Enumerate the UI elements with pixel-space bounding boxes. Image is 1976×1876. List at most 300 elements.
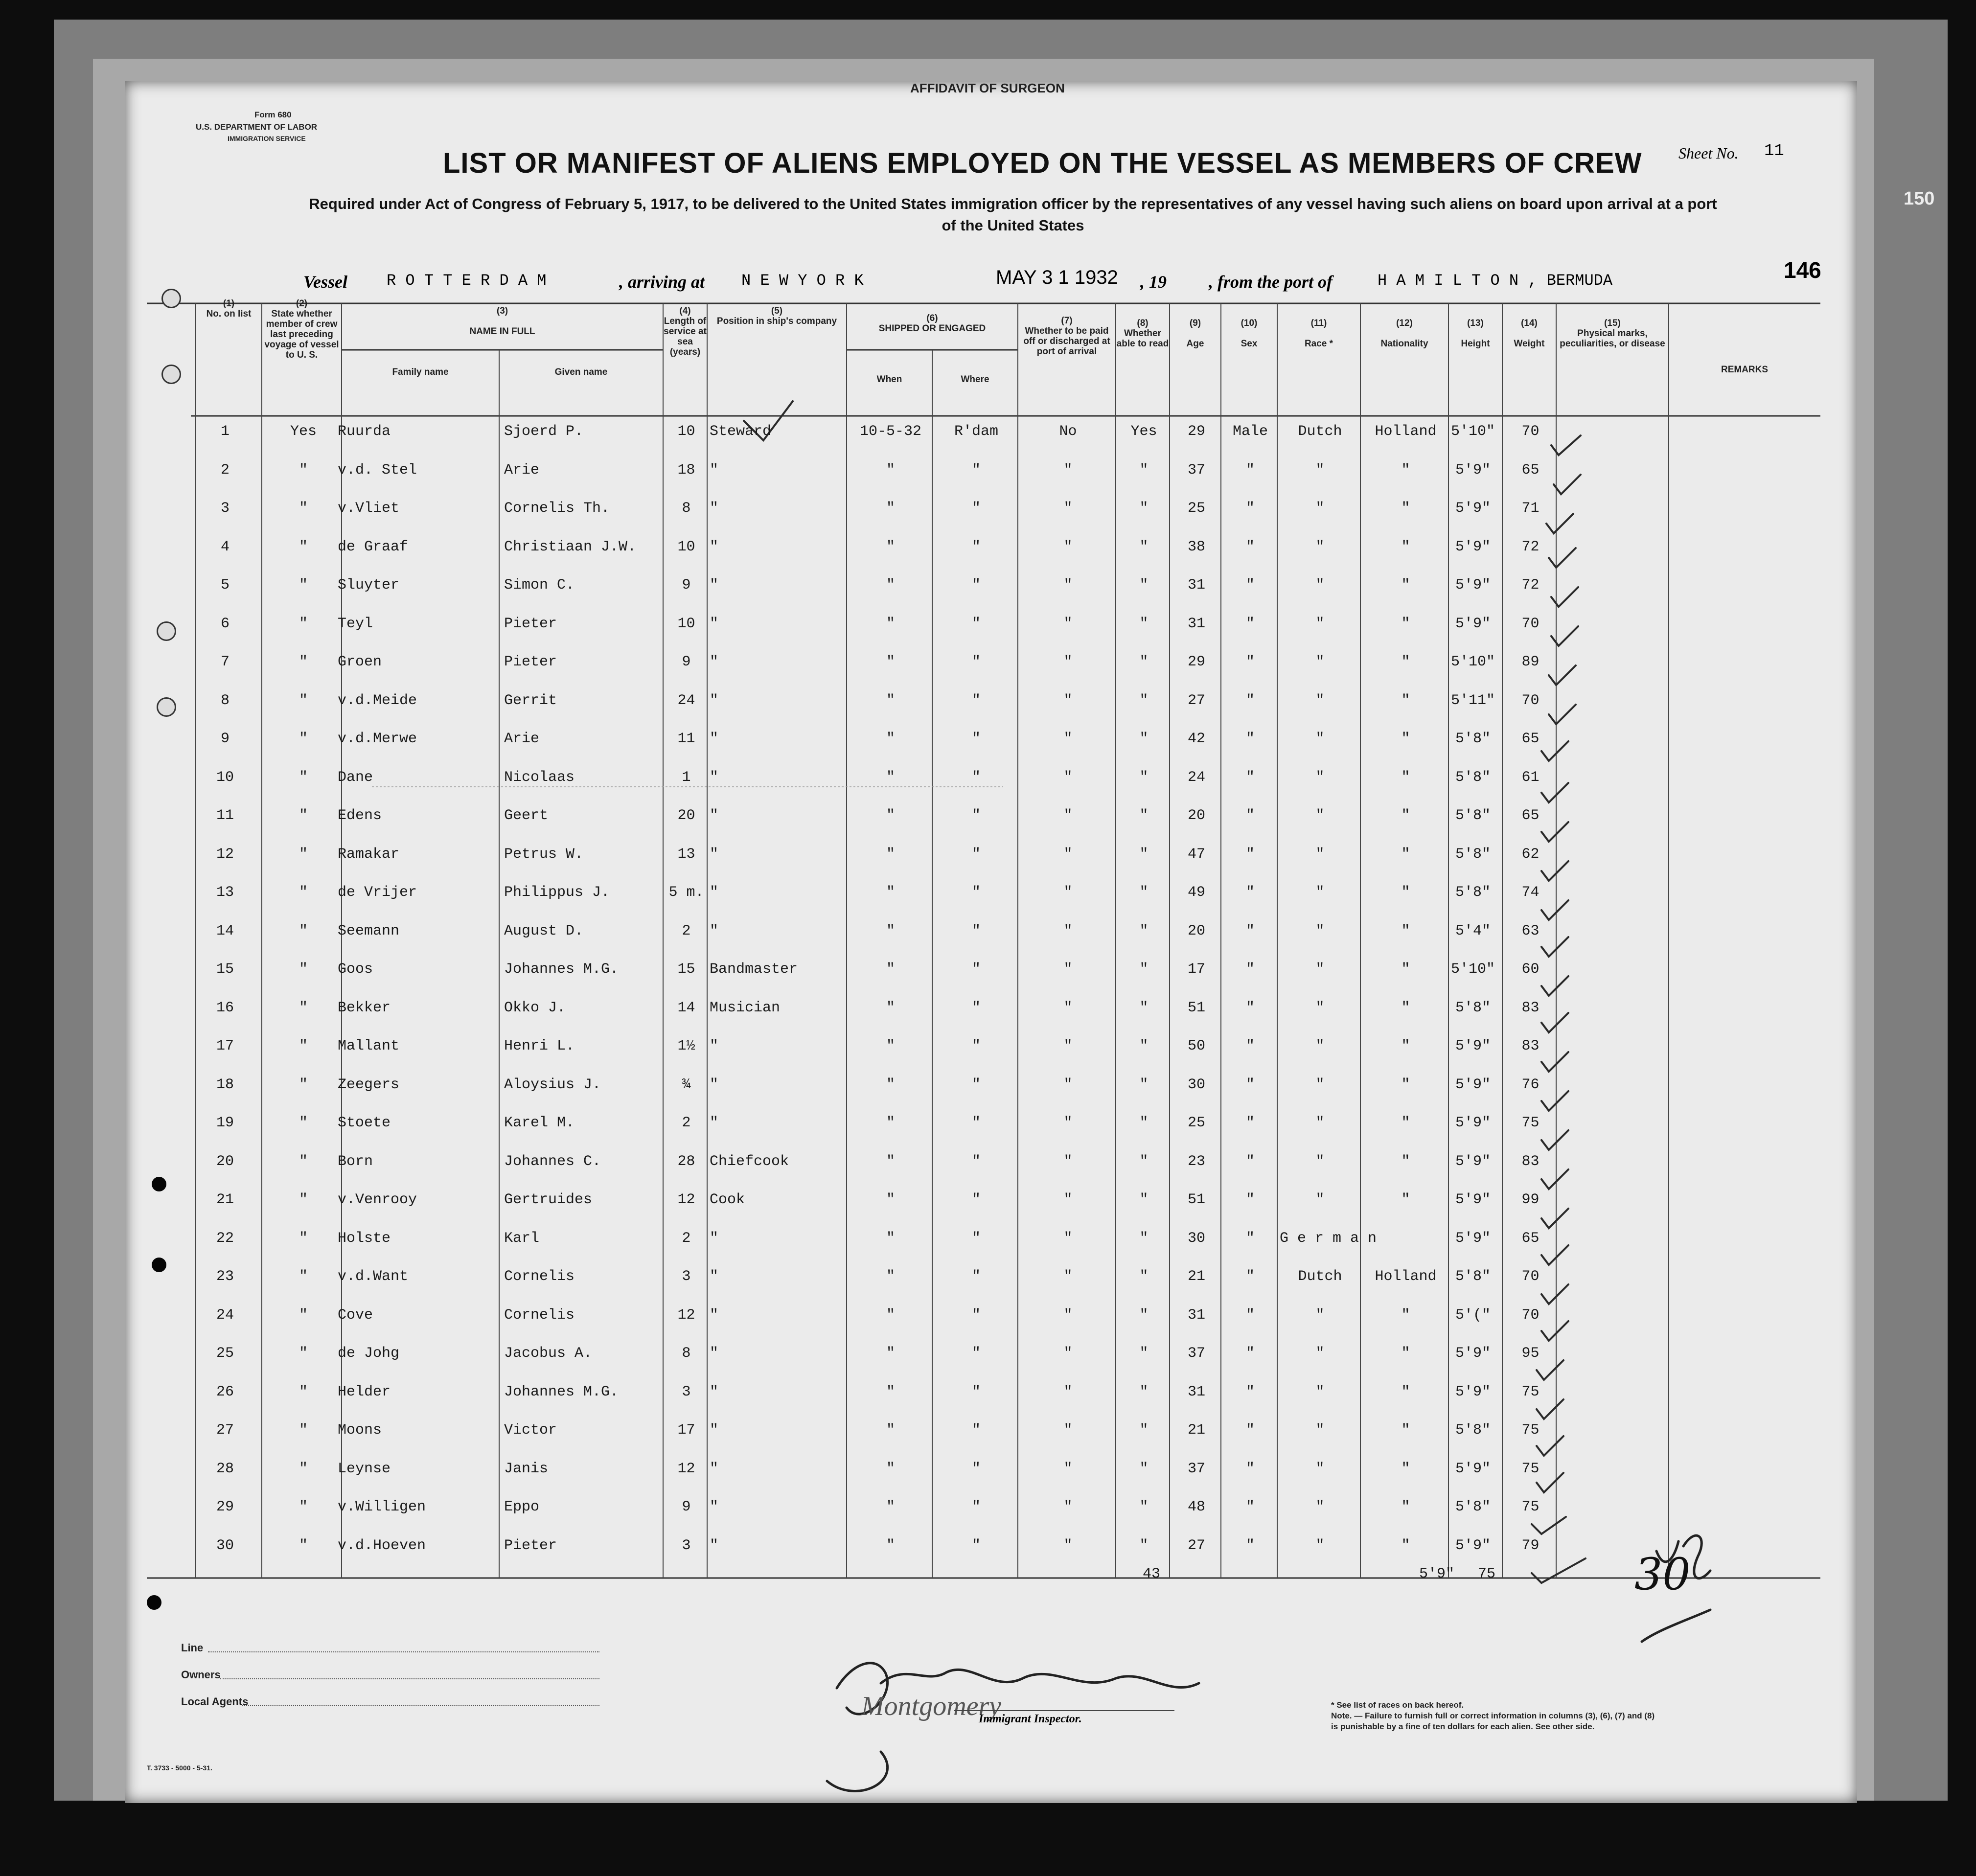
- shipped-where-cell: ": [971, 922, 981, 939]
- sex-cell: ": [1245, 538, 1255, 555]
- race-cell: ": [1315, 1076, 1325, 1093]
- previous-voyage-cell: ": [299, 961, 308, 978]
- paid-off-cell: ": [1063, 999, 1073, 1016]
- shipped-where-cell: ": [971, 846, 981, 863]
- position-cell: ": [710, 1268, 719, 1285]
- weight-cell: 76: [1521, 1076, 1539, 1093]
- race-cell: ": [1315, 769, 1325, 786]
- col-3-header: (3) NAME IN FULL: [469, 306, 535, 337]
- family-name-cell: Mallant: [338, 1038, 400, 1054]
- position-cell: ": [710, 1306, 719, 1324]
- family-name-cell: v.d.Meide: [338, 692, 417, 709]
- given-name-cell: Karl: [504, 1230, 540, 1247]
- position-cell: Musician: [710, 999, 781, 1016]
- shipped-where-cell: ": [971, 692, 981, 709]
- col-7-header: (7) Whether to be paid off or discharged at port of arrival: [1023, 316, 1110, 357]
- height-cell: 5'9": [1455, 1191, 1491, 1208]
- height-cell: 5'9": [1455, 1383, 1491, 1400]
- row-number-cell: 18: [216, 1076, 234, 1093]
- age-cell: 27: [1187, 692, 1205, 709]
- previous-voyage-cell: ": [299, 1422, 308, 1439]
- previous-voyage-cell: ": [299, 884, 308, 901]
- height-cell: 5'8": [1455, 731, 1491, 747]
- shipped-where-cell: ": [971, 1383, 981, 1400]
- position-cell: ": [710, 500, 719, 517]
- service-years-cell: 1½: [677, 1038, 695, 1054]
- service-years-cell: 3: [682, 1537, 691, 1554]
- height-cell: 5'9": [1455, 1038, 1491, 1054]
- age-cell: 31: [1187, 1383, 1205, 1400]
- previous-voyage-cell: ": [299, 692, 308, 709]
- paid-off-cell: ": [1063, 922, 1073, 939]
- shipped-where-cell: ": [971, 1268, 981, 1285]
- position-cell: ": [710, 577, 719, 594]
- family-name-cell: v.d. Stel: [338, 461, 417, 479]
- given-name-cell: Simon C.: [504, 577, 575, 594]
- affidavit-label: AFFIDAVIT OF SURGEON: [910, 81, 1065, 95]
- col-remarks-header: REMARKS: [1721, 365, 1769, 375]
- given-name-cell: Pieter: [504, 654, 557, 670]
- footer-agents-field: [242, 1705, 599, 1706]
- service-years-cell: 28: [677, 1153, 695, 1170]
- shipped-when-cell: 10-5-32: [859, 423, 922, 440]
- shipped-when-cell: ": [886, 884, 895, 901]
- service-years-cell: 9: [682, 577, 691, 594]
- department-label: U.S. DEPARTMENT OF LABOR: [196, 122, 318, 132]
- race-cell: Dutch: [1298, 423, 1342, 440]
- given-name-cell: August D.: [504, 922, 584, 939]
- race-cell: ": [1315, 1422, 1325, 1439]
- sex-cell: ": [1245, 1537, 1255, 1554]
- arriving-port: N E W Y O R K: [741, 272, 864, 290]
- age-cell: 49: [1187, 884, 1205, 901]
- row-number-cell: 19: [216, 1115, 234, 1131]
- family-name-cell: Helder: [338, 1383, 391, 1400]
- position-cell: ": [710, 846, 719, 863]
- given-name-cell: Petrus W.: [504, 846, 584, 863]
- height-cell: 5'9": [1455, 1115, 1491, 1131]
- paid-off-cell: ": [1063, 1115, 1073, 1131]
- previous-voyage-cell: ": [299, 577, 308, 594]
- given-name-cell: Cornelis: [504, 1306, 575, 1324]
- extra-height: 5'9": [1419, 1566, 1455, 1582]
- paid-off-cell: No: [1059, 423, 1077, 440]
- page-title: LIST OR MANIFEST OF ALIENS EMPLOYED ON THE VESSEL AS MEMBERS OF CREW: [443, 147, 1642, 179]
- service-years-cell: 8: [682, 500, 691, 517]
- given-name-cell: Karel M.: [504, 1115, 575, 1131]
- age-cell: 23: [1187, 1153, 1205, 1170]
- vessel-name: R O T T E R D A M: [387, 272, 547, 290]
- able-to-read-cell: ": [1139, 1499, 1149, 1515]
- shipped-when-cell: ": [886, 731, 895, 747]
- race-cell: ": [1315, 577, 1325, 594]
- shipped-where-cell: ": [971, 461, 981, 479]
- shipped-where-cell: ": [971, 807, 981, 824]
- shipped-when-cell: ": [886, 1383, 895, 1400]
- race-cell: ": [1315, 1191, 1325, 1208]
- shipped-where-cell: ": [971, 1422, 981, 1439]
- row-number-cell: 21: [216, 1191, 234, 1208]
- nationality-cell: ": [1401, 1038, 1410, 1054]
- race-cell: ": [1315, 999, 1325, 1016]
- previous-voyage-cell: ": [299, 1076, 308, 1093]
- weight-cell: 70: [1521, 615, 1539, 632]
- shipped-where-cell: ": [971, 1460, 981, 1477]
- height-cell: 5'9": [1455, 500, 1491, 517]
- service-years-cell: 14: [677, 999, 695, 1016]
- sex-cell: ": [1245, 1153, 1255, 1170]
- sex-cell: ": [1245, 884, 1255, 901]
- able-to-read-cell: ": [1139, 884, 1149, 901]
- service-years-cell: 24: [677, 692, 695, 709]
- weight-cell: 89: [1521, 654, 1539, 670]
- shipped-when-cell: ": [886, 615, 895, 632]
- age-cell: 25: [1187, 1115, 1205, 1131]
- able-to-read-cell: ": [1139, 999, 1149, 1016]
- race-cell: ": [1315, 1460, 1325, 1477]
- service-years-cell: 1: [682, 769, 691, 786]
- nationality-cell: ": [1401, 884, 1410, 901]
- footer-line-field: [208, 1651, 599, 1652]
- age-cell: 48: [1187, 1499, 1205, 1515]
- nationality-cell: ": [1401, 1076, 1410, 1093]
- previous-voyage-cell: ": [299, 1537, 308, 1554]
- position-cell: ": [710, 461, 719, 479]
- given-name-cell: Johannes C.: [504, 1153, 601, 1170]
- shipped-when-cell: ": [886, 922, 895, 939]
- shipped-when-cell: ": [886, 1422, 895, 1439]
- sex-cell: ": [1245, 1268, 1255, 1285]
- shipped-when-cell: ": [886, 999, 895, 1016]
- sex-cell: Male: [1232, 423, 1268, 440]
- row-number-cell: 2: [220, 461, 230, 479]
- col-3b-header: Given name: [554, 367, 608, 377]
- row-number-cell: 29: [216, 1499, 234, 1515]
- nationality-cell: ": [1401, 731, 1410, 747]
- height-cell: 5'8": [1455, 999, 1491, 1016]
- race-cell: G e r m a n: [1280, 1230, 1377, 1247]
- col-8-header: (8) Whether able to read: [1116, 318, 1169, 349]
- service-years-cell: 11: [677, 731, 695, 747]
- given-name-cell: Janis: [504, 1460, 549, 1477]
- nationality-cell: ": [1401, 769, 1410, 786]
- row-number-cell: 5: [220, 577, 230, 594]
- age-cell: 51: [1187, 1191, 1205, 1208]
- service-label: IMMIGRATION SERVICE: [228, 135, 306, 142]
- previous-voyage-cell: ": [299, 1038, 308, 1054]
- family-name-cell: Leynse: [338, 1460, 391, 1477]
- given-name-cell: Cornelis Th.: [504, 500, 610, 517]
- able-to-read-cell: ": [1139, 1345, 1149, 1362]
- shipped-where-cell: ": [971, 577, 981, 594]
- family-name-cell: Groen: [338, 654, 382, 670]
- weight-cell: 95: [1521, 1345, 1539, 1362]
- height-cell: 5'10": [1450, 961, 1495, 978]
- sex-cell: ": [1245, 1230, 1255, 1247]
- able-to-read-cell: Yes: [1130, 423, 1157, 440]
- shipped-where-cell: ": [971, 1191, 981, 1208]
- family-name-cell: v.d.Merwe: [338, 731, 417, 747]
- service-years-cell: 12: [677, 1460, 695, 1477]
- able-to-read-cell: ": [1139, 731, 1149, 747]
- sex-cell: ": [1245, 1499, 1255, 1515]
- able-to-read-cell: ": [1139, 1268, 1149, 1285]
- family-name-cell: Cove: [338, 1306, 373, 1324]
- paid-off-cell: ": [1063, 846, 1073, 863]
- race-cell: ": [1315, 922, 1325, 939]
- service-years-cell: 2: [682, 1115, 691, 1131]
- nationality-cell: ": [1401, 1537, 1410, 1554]
- able-to-read-cell: ": [1139, 807, 1149, 824]
- given-name-cell: Gerrit: [504, 692, 557, 709]
- height-cell: 5'8": [1455, 884, 1491, 901]
- position-cell: ": [710, 1345, 719, 1362]
- age-cell: 21: [1187, 1422, 1205, 1439]
- race-cell: ": [1315, 1038, 1325, 1054]
- weight-cell: 62: [1521, 846, 1539, 863]
- able-to-read-cell: ": [1139, 461, 1149, 479]
- family-name-cell: Goos: [338, 961, 373, 978]
- position-cell: ": [710, 1460, 719, 1477]
- punch-hole: [161, 289, 181, 308]
- paid-off-cell: ": [1063, 1153, 1073, 1170]
- row-number-cell: 26: [216, 1383, 234, 1400]
- age-cell: 30: [1187, 1230, 1205, 1247]
- col-3a-header: Family name: [392, 367, 449, 377]
- previous-voyage-cell: ": [299, 807, 308, 824]
- subtitle: [220, 193, 1806, 236]
- nationality-cell: Holland: [1375, 1268, 1437, 1285]
- paid-off-cell: ": [1063, 461, 1073, 479]
- shipped-when-cell: ": [886, 1038, 895, 1054]
- paid-off-cell: ": [1063, 807, 1073, 824]
- inspector-label: Immigrant Inspector.: [979, 1713, 1082, 1725]
- service-years-cell: 5 m.: [668, 884, 704, 901]
- shipped-where-cell: ": [971, 654, 981, 670]
- weight-cell: 63: [1521, 922, 1539, 939]
- from-port: H A M I L T O N , BERMUDA: [1378, 272, 1613, 290]
- nationality-cell: ": [1401, 692, 1410, 709]
- given-name-cell: Cornelis: [504, 1268, 575, 1285]
- row-number-cell: 23: [216, 1268, 234, 1285]
- shipped-where-cell: ": [971, 615, 981, 632]
- weight-cell: 70: [1521, 1268, 1539, 1285]
- height-cell: 5'8": [1455, 807, 1491, 824]
- weight-cell: 75: [1521, 1383, 1539, 1400]
- paid-off-cell: ": [1063, 1499, 1073, 1515]
- age-cell: 38: [1187, 538, 1205, 555]
- row-number-cell: 25: [216, 1345, 234, 1362]
- race-cell: ": [1315, 1306, 1325, 1324]
- service-years-cell: 3: [682, 1383, 691, 1400]
- previous-voyage-cell: ": [299, 461, 308, 479]
- row-number-cell: 12: [216, 846, 234, 863]
- shipped-when-cell: ": [886, 500, 895, 517]
- family-name-cell: Edens: [338, 807, 382, 824]
- shipped-where-cell: ": [971, 1038, 981, 1054]
- family-name-cell: de Vrijer: [338, 884, 417, 901]
- sheet-number: 11: [1764, 142, 1784, 160]
- nationality-cell: ": [1401, 1345, 1410, 1362]
- shipped-when-cell: ": [886, 1115, 895, 1131]
- paid-off-cell: ": [1063, 577, 1073, 594]
- race-cell: ": [1315, 461, 1325, 479]
- able-to-read-cell: ": [1139, 538, 1149, 555]
- shipped-when-cell: ": [886, 1268, 895, 1285]
- service-years-cell: 10: [677, 423, 695, 440]
- age-cell: 31: [1187, 577, 1205, 594]
- row-number-cell: 4: [220, 538, 230, 555]
- age-cell: 20: [1187, 807, 1205, 824]
- service-years-cell: 3: [682, 1268, 691, 1285]
- punch-hole: [152, 1258, 166, 1272]
- weight-cell: 61: [1521, 769, 1539, 786]
- height-cell: 5'9": [1455, 615, 1491, 632]
- family-name-cell: de Graaf: [338, 538, 409, 555]
- paid-off-cell: ": [1063, 1230, 1073, 1247]
- family-name-cell: de Johg: [338, 1345, 400, 1362]
- race-cell: ": [1315, 1499, 1325, 1515]
- able-to-read-cell: ": [1139, 961, 1149, 978]
- height-cell: 5'9": [1455, 461, 1491, 479]
- given-name-cell: Arie: [504, 731, 540, 747]
- able-to-read-cell: ": [1139, 1076, 1149, 1093]
- punch-hole: [147, 1595, 161, 1610]
- col-2-header: (2) State whether member of crew last preceding voyage of vessel to U. S.: [264, 298, 339, 360]
- previous-voyage-cell: ": [299, 846, 308, 863]
- position-cell: ": [710, 1499, 719, 1515]
- previous-voyage-cell: ": [299, 1230, 308, 1247]
- paid-off-cell: ": [1063, 692, 1073, 709]
- previous-voyage-cell: ": [299, 1191, 308, 1208]
- paid-off-cell: ": [1063, 615, 1073, 632]
- able-to-read-cell: ": [1139, 692, 1149, 709]
- shipped-when-cell: ": [886, 1153, 895, 1170]
- row-number-cell: 22: [216, 1230, 234, 1247]
- weight-cell: 83: [1521, 999, 1539, 1016]
- able-to-read-cell: ": [1139, 1306, 1149, 1324]
- punch-hole: [157, 697, 176, 717]
- given-name-cell: Okko J.: [504, 999, 566, 1016]
- height-cell: 5'9": [1455, 1345, 1491, 1362]
- height-cell: 5'9": [1455, 1537, 1491, 1554]
- paid-off-cell: ": [1063, 500, 1073, 517]
- shipped-when-cell: ": [886, 1537, 895, 1554]
- age-cell: 20: [1187, 922, 1205, 939]
- shipped-when-cell: ": [886, 1076, 895, 1093]
- service-years-cell: 12: [677, 1191, 695, 1208]
- sex-cell: ": [1245, 1306, 1255, 1324]
- height-cell: 5'8": [1455, 1268, 1491, 1285]
- previous-voyage-cell: Yes: [290, 423, 317, 440]
- height-cell: 5'9": [1455, 1230, 1491, 1247]
- given-name-cell: Sjoerd P.: [504, 423, 584, 440]
- service-years-cell: 15: [677, 961, 695, 978]
- age-cell: 37: [1187, 1460, 1205, 1477]
- position-cell: ": [710, 1115, 719, 1131]
- paid-off-cell: ": [1063, 654, 1073, 670]
- race-cell: ": [1315, 1383, 1325, 1400]
- age-cell: 37: [1187, 1345, 1205, 1362]
- position-cell: ": [710, 538, 719, 555]
- age-cell: 31: [1187, 1306, 1205, 1324]
- sex-cell: ": [1245, 615, 1255, 632]
- extra-age: 43: [1143, 1566, 1161, 1582]
- race-cell: ": [1315, 884, 1325, 901]
- age-cell: 31: [1187, 615, 1205, 632]
- family-name-cell: Ruurda: [338, 423, 391, 440]
- arrival-date: MAY 3 1 1932: [996, 267, 1118, 288]
- previous-voyage-cell: ": [299, 654, 308, 670]
- shipped-where-cell: ": [971, 1153, 981, 1170]
- position-cell: ": [710, 807, 719, 824]
- note-races: * See list of races on back hereof.: [1331, 1700, 1464, 1710]
- weight-cell: 75: [1521, 1499, 1539, 1515]
- year-label: , 19: [1140, 272, 1167, 292]
- shipped-where-cell: ": [971, 731, 981, 747]
- punch-hole: [161, 365, 181, 384]
- position-cell: ": [710, 731, 719, 747]
- given-name-cell: Nicolaas: [504, 769, 575, 786]
- family-name-cell: v.Vliet: [338, 500, 400, 517]
- given-name-cell: Christiaan J.W.: [504, 538, 637, 555]
- shipped-where-cell: ": [971, 1306, 981, 1324]
- height-cell: 5'9": [1455, 1460, 1491, 1477]
- weight-cell: 79: [1521, 1537, 1539, 1554]
- service-years-cell: 10: [677, 538, 695, 555]
- nationality-cell: ": [1401, 1191, 1410, 1208]
- weight-cell: 99: [1521, 1191, 1539, 1208]
- given-name-cell: Pieter: [504, 615, 557, 632]
- height-cell: 5'8": [1455, 846, 1491, 863]
- paid-off-cell: ": [1063, 961, 1073, 978]
- service-years-cell: 9: [682, 1499, 691, 1515]
- able-to-read-cell: ": [1139, 1038, 1149, 1054]
- paid-off-cell: ": [1063, 1268, 1073, 1285]
- nationality-cell: ": [1401, 1422, 1410, 1439]
- sex-cell: ": [1245, 1345, 1255, 1362]
- able-to-read-cell: ": [1139, 769, 1149, 786]
- age-cell: 25: [1187, 500, 1205, 517]
- punch-hole: [157, 621, 176, 641]
- row-number-cell: 17: [216, 1038, 234, 1054]
- row-number-cell: 6: [220, 615, 230, 632]
- col-6-header: (6) SHIPPED OR ENGAGED: [878, 313, 986, 334]
- service-years-cell: ¾: [682, 1076, 691, 1093]
- able-to-read-cell: ": [1139, 846, 1149, 863]
- race-cell: ": [1315, 1537, 1325, 1554]
- print-code: T. 3733 - 5000 - 5-31.: [147, 1764, 212, 1772]
- shipped-when-cell: ": [886, 807, 895, 824]
- previous-voyage-cell: ": [299, 731, 308, 747]
- corner-number: 150: [1904, 188, 1935, 209]
- nationality-cell: ": [1401, 461, 1410, 479]
- row-number-cell: 20: [216, 1153, 234, 1170]
- position-cell: ": [710, 922, 719, 939]
- previous-voyage-cell: ": [299, 615, 308, 632]
- shipped-where-cell: R'dam: [954, 423, 998, 440]
- height-cell: 5'10": [1450, 654, 1495, 670]
- previous-voyage-cell: ": [299, 922, 308, 939]
- height-cell: 5'11": [1450, 692, 1495, 709]
- position-cell: ": [710, 884, 719, 901]
- paid-off-cell: ": [1063, 731, 1073, 747]
- able-to-read-cell: ": [1139, 615, 1149, 632]
- subtitle-line-2: of the United States: [942, 217, 1084, 234]
- race-cell: ": [1315, 500, 1325, 517]
- shipped-when-cell: ": [886, 1230, 895, 1247]
- position-cell: ": [710, 615, 719, 632]
